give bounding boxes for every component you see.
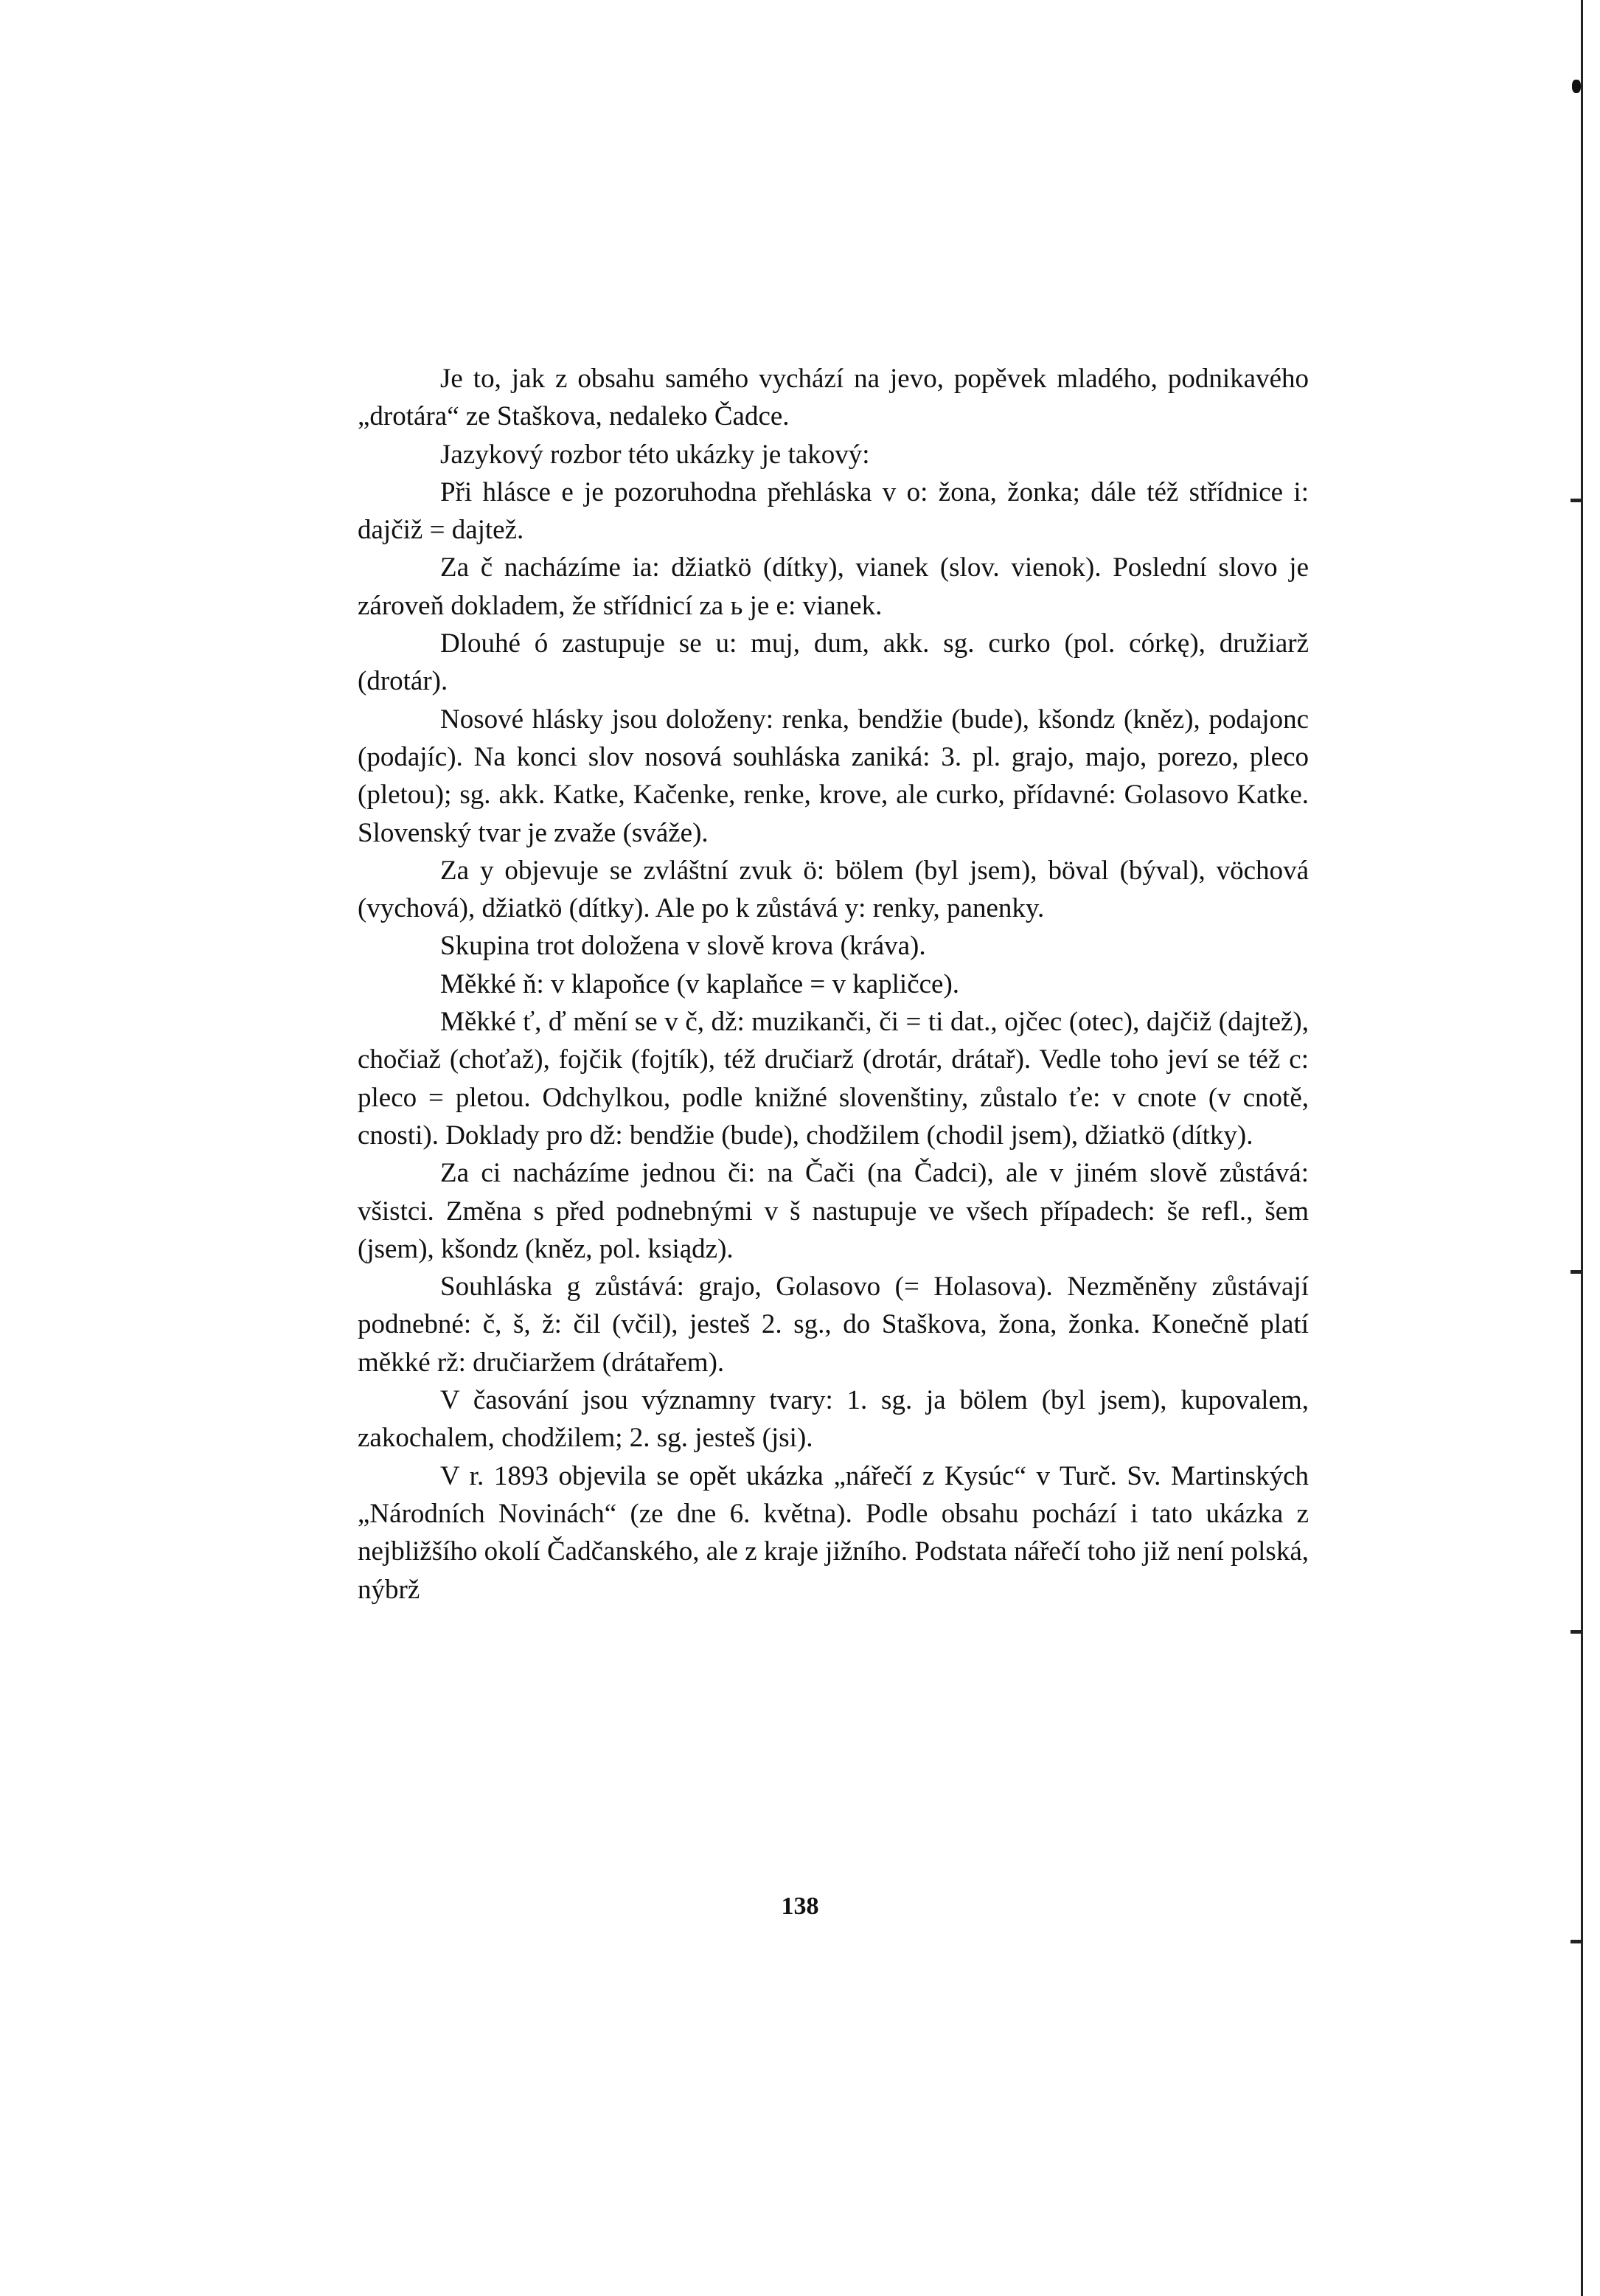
edge-mark bbox=[1572, 80, 1581, 93]
paragraph: Nosové hlásky jsou doloženy: renka, bendžie (bude), kšondz (kněz), podajonc (podajíc). Na konci slov nosová souhláska zaniká: 3. pl. grajo, majo, porezo, pleco (pletou); sg. akk. Katke, Kačenke, renke, krove, ale curko, přídavné: Golasovo Katke. Slovenský tvar je zvaže (sváže). bbox=[358, 704, 1309, 848]
paragraph: Jazykový rozbor této ukázky je takový: bbox=[440, 439, 870, 470]
paragraph: Souhláska g zůstává: grajo, Golasovo (= Holasova). Nezměněny zůstávají podnebné: č, š, ž: čil (včil), jesteš 2. sg., do Staškova, žona, žonka. Konečně platí měkké rž: dručiaržem (drátařem). bbox=[358, 1272, 1309, 1378]
edge-mark bbox=[1571, 1940, 1582, 1943]
edge-mark bbox=[1571, 499, 1582, 502]
paragraph: V r. 1893 objevila se opět ukázka „nářečí z Kysúc“ v Turč. Sv. Martinských „Národních Novinách“ (ze dne 6. května). Podle obsahu pochází i tato ukázka z nejbližšího okolí Čadčanského, ale z kraje jižního. Podstata nářečí toho již není polská, nýbrž bbox=[358, 1460, 1309, 1605]
paragraph: Dlouhé ó zastupuje se u: muj, dum, akk. sg. curko (pol. córkę), družiarž (drotár). bbox=[358, 628, 1309, 697]
paragraph: V časování jsou významny tvary: 1. sg. ja bölem (byl jsem), kupovalem, zakochalem, chodžilem; 2. sg. jesteš (jsi). bbox=[358, 1385, 1309, 1454]
paragraph: Měkké ň: v klapoňce (v kaplaňce = v kapličce). bbox=[440, 968, 960, 999]
page-edge-line bbox=[1581, 0, 1583, 2296]
paragraph: Za y objevuje se zvláštní zvuk ö: bölem (byl jsem), böval (býval), vöchová (vychová), džiatkö (dítky). Ale po k zůstává y: renky, panenky. bbox=[358, 855, 1309, 924]
paragraph: Skupina trot doložena v slově krova (kráva). bbox=[440, 931, 926, 962]
edge-mark bbox=[1571, 1630, 1582, 1634]
edge-mark bbox=[1571, 1270, 1582, 1274]
page-body bbox=[358, 360, 1309, 1609]
paragraph: Za ci nacházíme jednou či: na Čači (na Čadci), ale v jiném slově zůstává: všistci. Změna s před podnebnými v š nastupuje ve všech případech: še refl., šem (jsem), kšondz (kněz, pol. ksiądz). bbox=[358, 1158, 1309, 1264]
paragraph: Při hlásce e je pozoruhodna přehláska v o: žona, žonka; dále též střídnice i: dajčiž = dajtež. bbox=[358, 476, 1309, 546]
paragraph: Měkké ť, ď mění se v č, dž: muzikanči, či = ti dat., ojčec (otec), dajčiž (dajtež), chočiaž (choťaž), fojčik (fojtík), též dručiarž (drotár, drátař). Vedle toho jeví se též c: pleco = pletou. Odchylkou, podle knižné slovenštiny, zůstalo ťe: v cnote (v cnotě, cnosti). Doklady pro dž: bendžie (bude), chodžilem (chodil jsem), džiatkö (dítky). bbox=[358, 1007, 1309, 1151]
page-number: 138 bbox=[781, 1893, 819, 1920]
paragraph: Je to, jak z obsahu samého vychází na jevo, popěvek mladého, podnikavého „drotára“ ze Staškova, nedaleko Čadce. bbox=[358, 364, 1309, 432]
paragraph: Za č nacházíme ia: džiatkö (dítky), vianek (slov. vienok). Poslední slovo je zároveň dokladem, že střídnicí za ь je e: vianek. bbox=[358, 552, 1309, 621]
